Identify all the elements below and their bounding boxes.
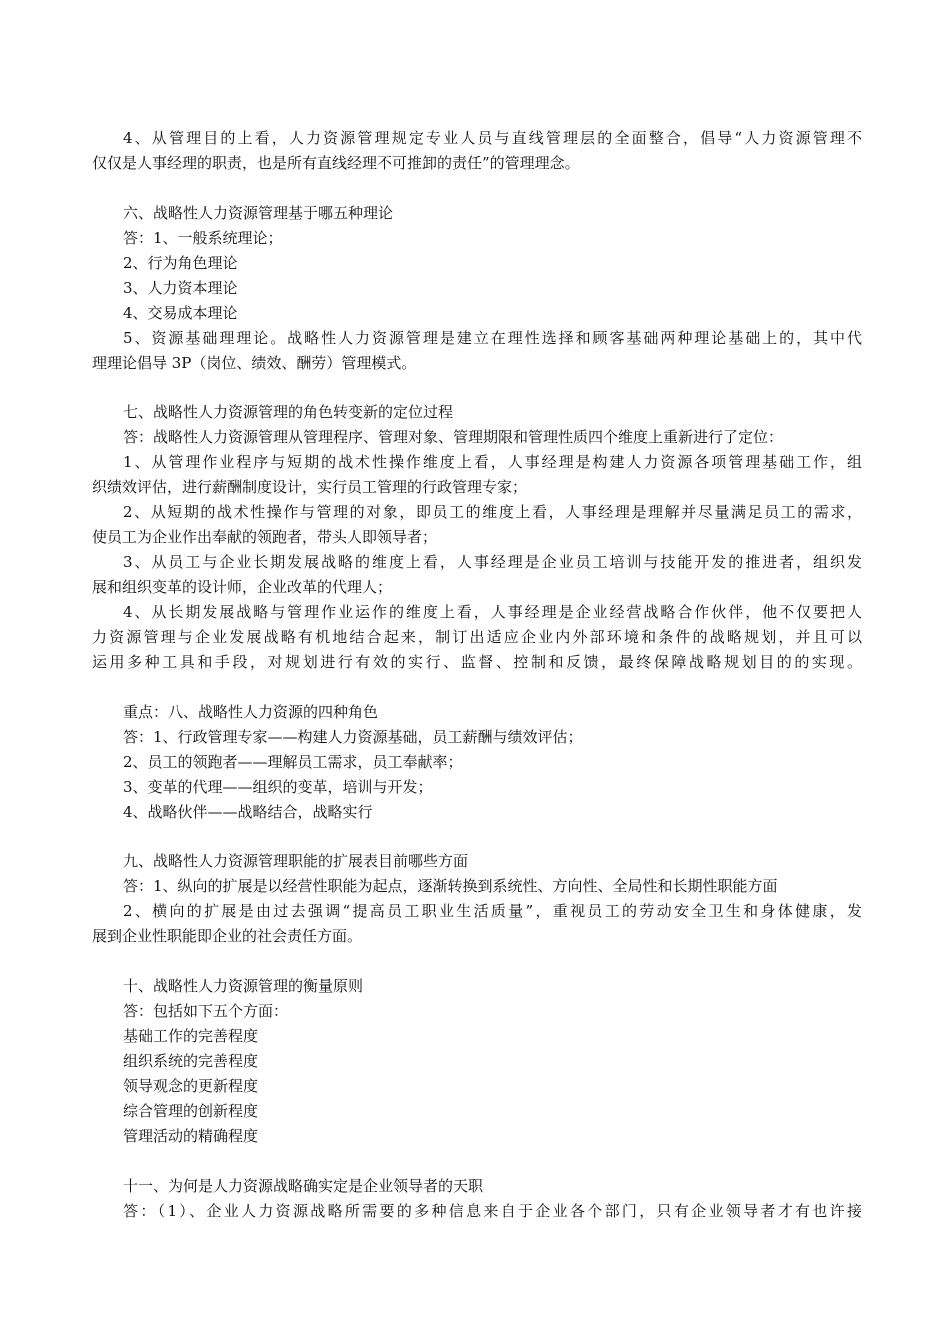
text-line: 七、战略性人力资源管理的角色转变新的定位过程 (123, 403, 454, 421)
text-line: 4、战略伙伴——战略结合，战略实行 (123, 803, 373, 821)
text-line: 理理论倡导 3P（岗位、绩效、酬劳）管理模式。 (92, 354, 417, 372)
text-line: 4、交易成本理论 (123, 304, 238, 322)
text-line: 2、横向的扩展是由过去强调“提高员工职业生活质量”，重视员工的劳动安全卫生和身体健康，发 (123, 902, 862, 920)
text-line: 织绩效评估，进行薪酬制度设计，实行员工管理的行政管理专家； (92, 478, 528, 496)
text-line: 2、从短期的战术性操作与管理的对象，即员工的维度上看，人事经理是理解并尽量满足员工的需求， (123, 503, 862, 521)
text-line: 答：（1）、企业人力资源战略所需要的多种信息来自于企业各个部门，只有企业领导者才有也许接 (123, 1202, 862, 1220)
text-line: 重点：八、战略性人力资源的四种角色 (123, 703, 379, 721)
text-line: 3、人力资本理论 (123, 279, 238, 297)
text-line: 组织系统的完善程度 (123, 1052, 259, 1070)
text-line: 2、行为角色理论 (123, 254, 238, 272)
text-line: 答：1、纵向的扩展是以经营性职能为起点，逐渐转换到系统性、方向性、全局性和长期性职能方面 (123, 877, 778, 895)
text-line: 2、员工的领跑者——理解员工需求，员工奉献率； (123, 753, 463, 771)
text-line: 十、战略性人力资源管理的衡量原则 (123, 977, 364, 995)
text-line: 运用多种工具和手段，对规划进行有效的实行、监督、控制和反馈，最终保障战略规划目的的实现。 (92, 653, 862, 671)
text-line: 基础工作的完善程度 (123, 1027, 259, 1045)
text-line: 答：战略性人力资源管理从管理程序、管理对象、管理期限和管理性质四个维度上重新进行了定位： (123, 428, 784, 446)
text-line: 仅仅是人事经理的职责，也是所有直线经理不可推卸的责任”的管理理念。 (92, 154, 580, 172)
text-line: 1、从管理作业程序与短期的战术性操作维度上看，人事经理是构建人力资源各项管理基础工作，组 (123, 453, 862, 471)
text-line: 管理活动的精确程度 (123, 1127, 259, 1145)
text-line: 力资源管理与企业发展战略有机地结合起来，制订出适应企业内外部环境和条件的战略规划，并且可以 (92, 628, 862, 646)
text-line: 3、变革的代理——组织的变革，培训与开发； (123, 778, 433, 796)
text-line: 使员工为企业作出奉献的领跑者，带头人即领导者； (92, 528, 438, 546)
text-line: 答：包括如下五个方面： (123, 1002, 289, 1020)
text-line: 展到企业性职能即企业的社会责任方面。 (92, 927, 363, 945)
text-line: 5、资源基础理理论。战略性人力资源管理是建立在理性选择和顾客基础两种理论基础上的，其中代 (123, 329, 862, 347)
text-line: 九、战略性人力资源管理职能的扩展表目前哪些方面 (123, 852, 469, 870)
text-line: 答：1、行政管理专家——构建人力资源基础，员工薪酬与绩效评估； (123, 728, 583, 746)
text-line: 4、从管理目的上看，人力资源管理规定专业人员与直线管理层的全面整合，倡导“人力资源管理不 (123, 129, 862, 147)
text-line: 六、战略性人力资源管理基于哪五种理论 (123, 204, 394, 222)
text-line: 综合管理的创新程度 (123, 1102, 259, 1120)
text-line: 4、从长期发展战略与管理作业运作的维度上看，人事经理是企业经营战略合作伙伴，他不仅要把人 (123, 603, 862, 621)
text-line: 领导观念的更新程度 (123, 1077, 259, 1095)
text-line: 展和组织变革的设计师，企业改革的代理人； (92, 578, 393, 596)
text-line: 答：1、一般系统理论； (123, 229, 283, 247)
text-line: 3、从员工与企业长期发展战略的维度上看，人事经理是企业员工培训与技能开发的推进者，组织发 (123, 553, 862, 571)
text-line: 十一、为何是人力资源战略确实定是企业领导者的天职 (123, 1177, 484, 1195)
